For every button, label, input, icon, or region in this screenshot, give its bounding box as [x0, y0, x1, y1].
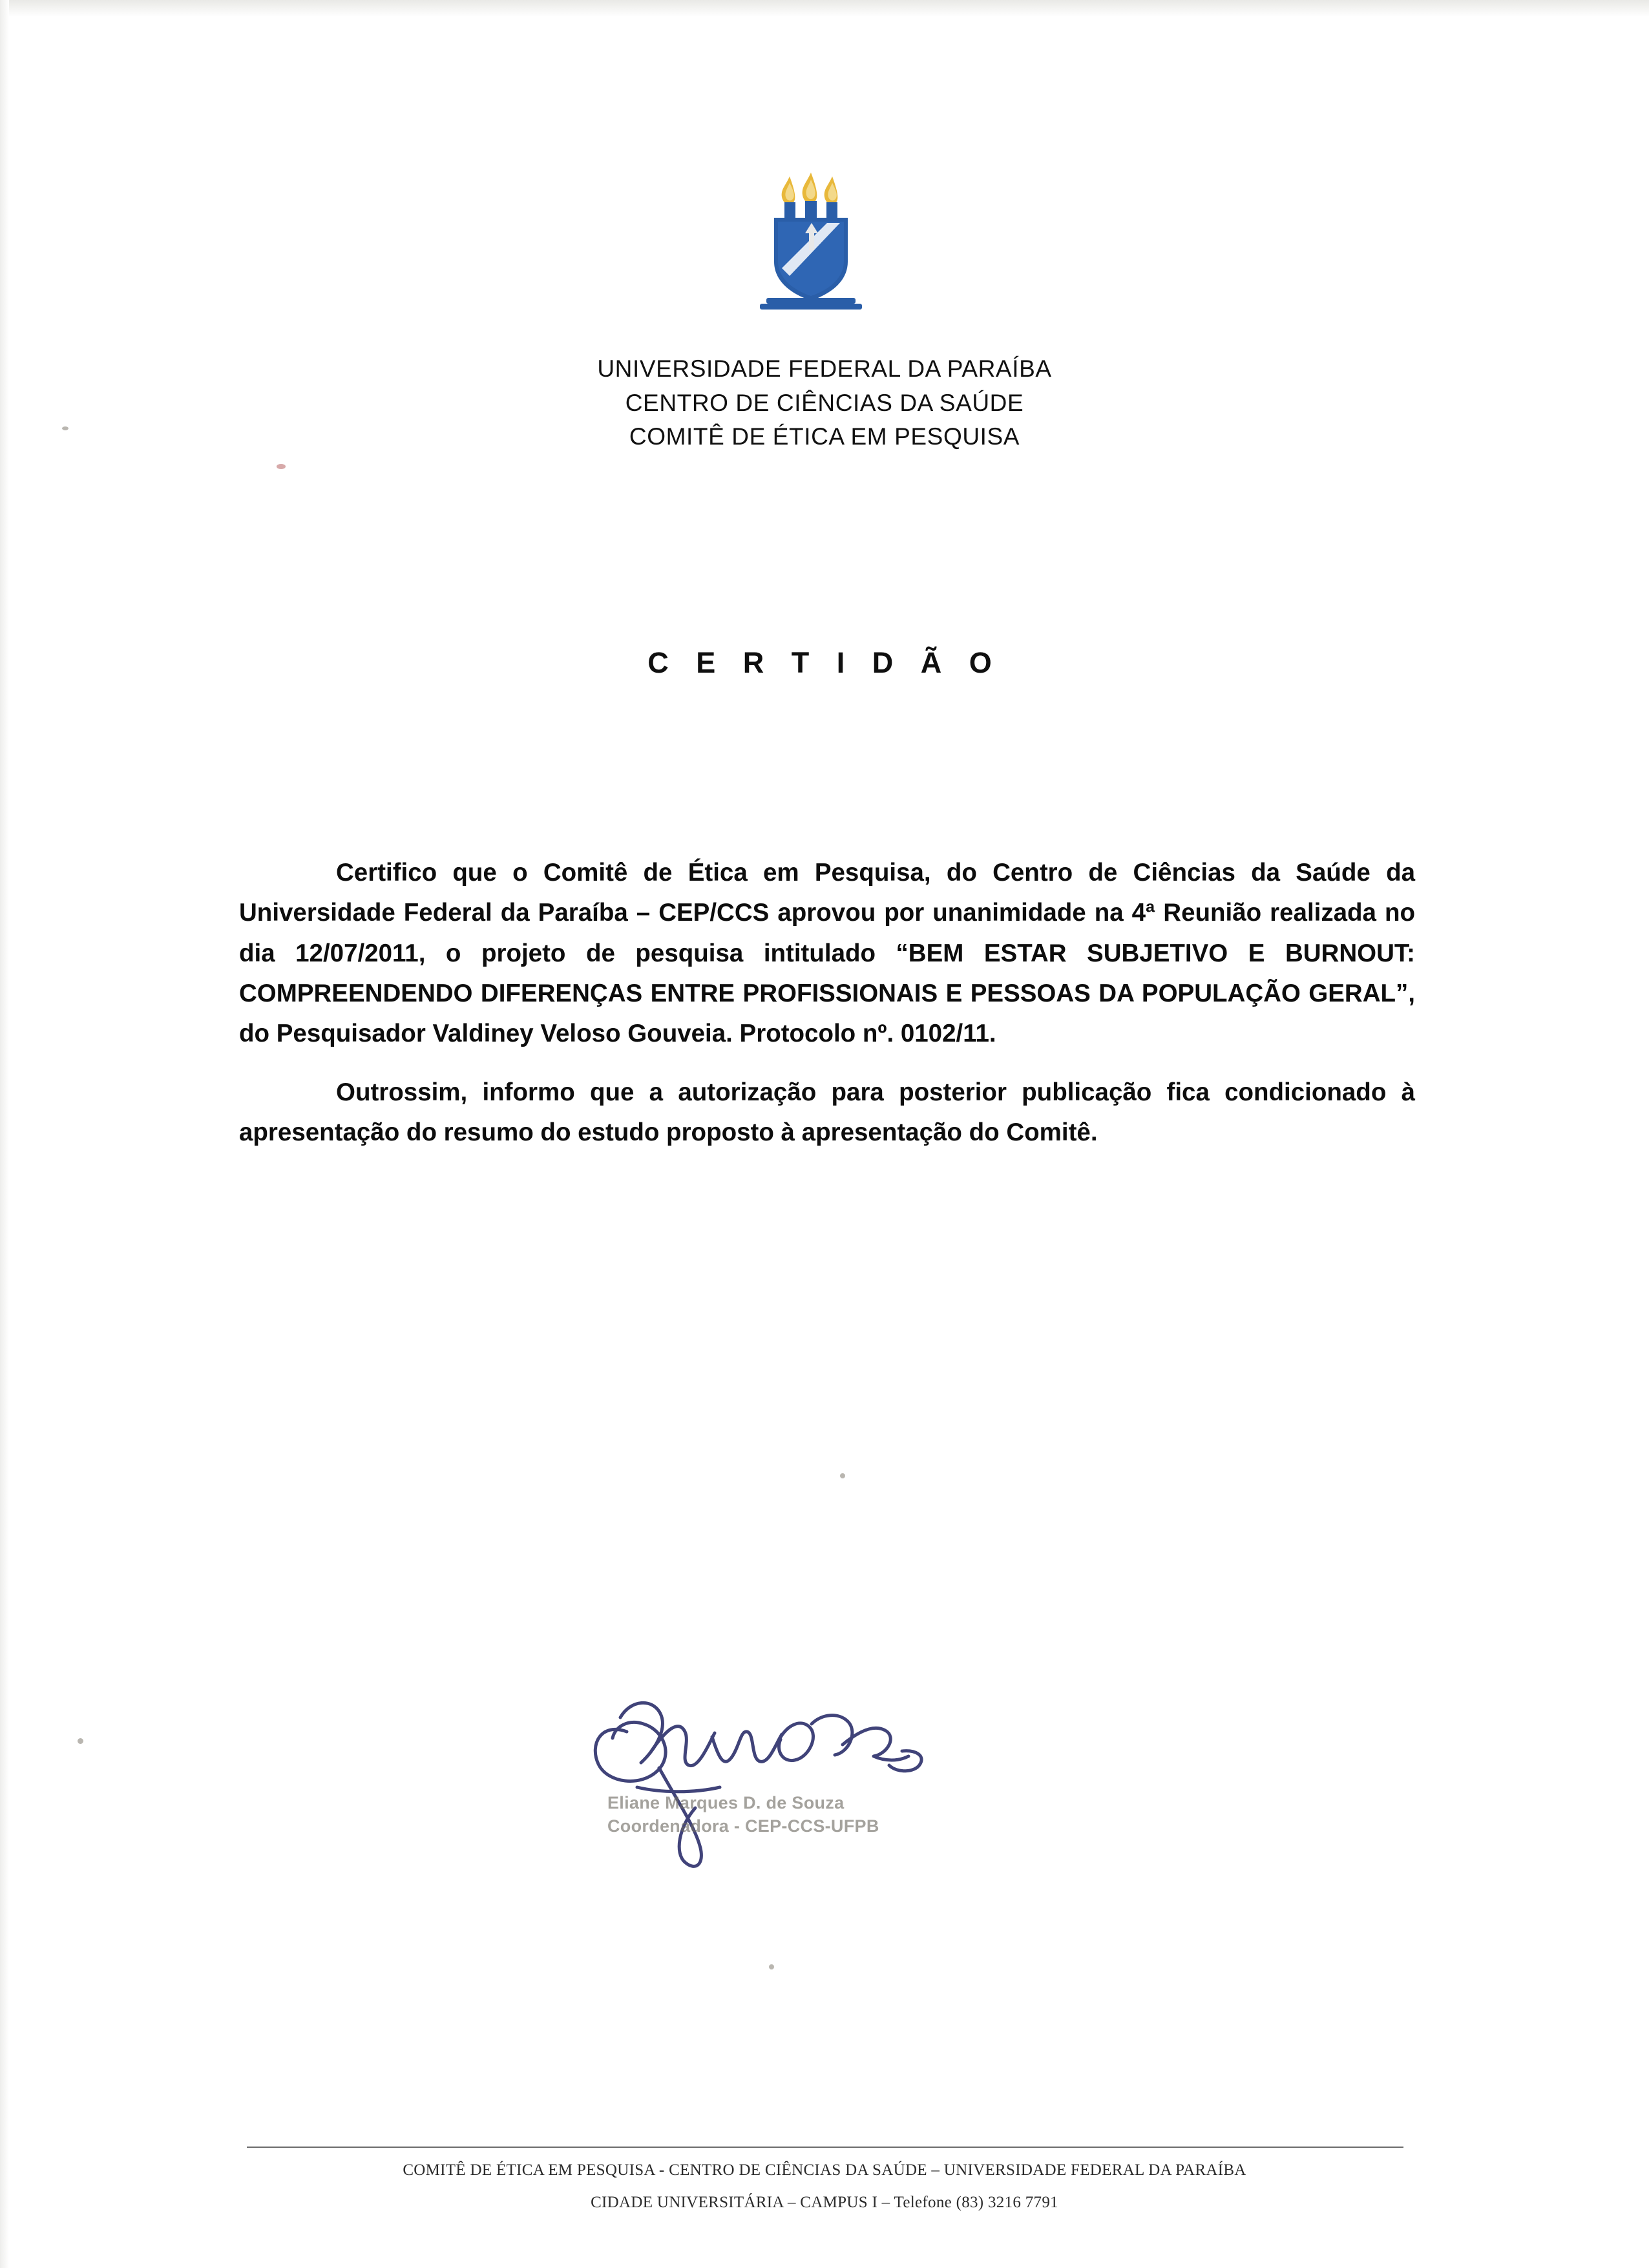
stamp-role: Coordenadora - CEP-CCS-UFPB: [607, 1816, 879, 1836]
institution-header: [0, 352, 1649, 454]
page-title: C E R T I D Ã O: [647, 646, 1002, 679]
scan-speck: [277, 464, 286, 469]
scan-speck: [78, 1738, 83, 1744]
signature-area: [582, 1654, 1034, 1887]
document-body: [239, 853, 1415, 1153]
scan-speck: [840, 1473, 845, 1478]
body-paragraph-1: Certifico que o Comitê de Ética em Pesquisa, do Centro de Ciências da Saúde da Universidade Federal da Paraíba – CEP/CCS aprovou por unanimidade na 4ª Reunião realizada no dia 12/07/2011, o projeto de pesquisa intitulado “BEM ESTAR SUBJETIVO E BURNOUT: COMPREENDENDO DIFERENÇAS ENTRE PROFISSIONAIS E PESSOAS DA POPULAÇÃO GERAL”, do Pesquisador Valdiney Veloso Gouveia. Protocolo nº. 0102/11.: [239, 859, 1415, 1048]
body-paragraph-2: Outrossim, informo que a autorização para posterior publicação fica condicionado à apresentação do resumo do estudo proposto à apresentação do Comitê.: [239, 1078, 1415, 1147]
footer-line-1: COMITÊ DE ÉTICA EM PESQUISA - CENTRO DE CIÊNCIAS DA SAÚDE – UNIVERSIDADE FEDERAL DA PARAÍBA: [403, 2161, 1246, 2179]
footer-line-2: CIDADE UNIVERSITÁRIA – CAMPUS I – Telefone (83) 3216 7791: [591, 2194, 1058, 2211]
scan-edge-top: [0, 0, 1649, 17]
scan-edge-left: [0, 0, 9, 2268]
stamp-name: Eliane Marques D. de Souza: [607, 1793, 845, 1812]
page-footer: [0, 2161, 1649, 2212]
header-line-university: UNIVERSIDADE FEDERAL DA PARAÍBA: [597, 355, 1052, 382]
header-line-center: CENTRO DE CIÊNCIAS DA SAÚDE: [625, 389, 1024, 416]
footer-divider: [247, 2147, 1403, 2148]
signature-stamp: [607, 1791, 956, 1838]
header-line-committee: COMITÊ DE ÉTICA EM PESQUISA: [629, 423, 1020, 450]
scan-speck: [769, 1964, 774, 1969]
signature-mark: [582, 1654, 1034, 1887]
ufpb-crest-icon: [750, 171, 872, 310]
